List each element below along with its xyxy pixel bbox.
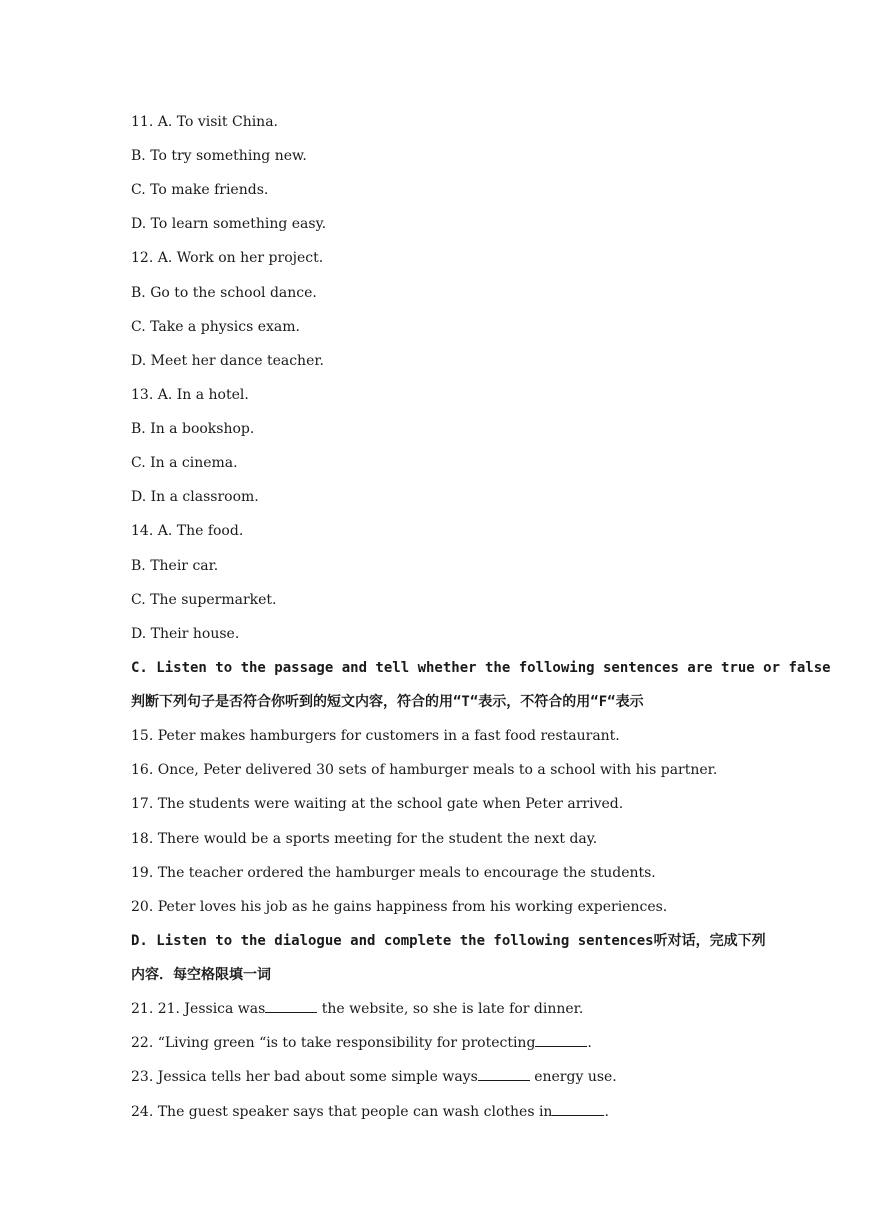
option-line: D. In a classroom. [131, 489, 259, 505]
option-line: 11. A. To visit China. [131, 114, 278, 130]
fill-blank-item [131, 1100, 771, 1124]
fill-blank-text: 24. The guest speaker says that people can wash clothes in [131, 1104, 553, 1120]
fill-blank-text: 23. Jessica tells her bad about some simple ways [131, 1069, 478, 1085]
option-line: D. Meet her dance teacher. [131, 353, 324, 369]
statement-item: 20. Peter loves his job as he gains happiness from his working experiences. [131, 899, 668, 915]
section-d-heading-line2: 内容．每空格限填一词 [131, 967, 271, 983]
fill-blank-text: 21. 21. Jessica was [131, 1001, 266, 1017]
section-d-heading-line1: D. Listen to the dialogue and complete the following sentences听对话，完成下列 [131, 933, 766, 949]
statement-item: 19. The teacher ordered the hamburger meals to encourage the students. [131, 865, 656, 881]
section-c-heading-en: C. Listen to the passage and tell whether the following sentences are true or false [131, 660, 831, 676]
fill-blank-text: 22. “Living green “is to take responsibility for protecting [131, 1035, 536, 1051]
statement-item: 16. Once, Peter delivered 30 sets of hamburger meals to a school with his partner. [131, 762, 718, 778]
answer-blank [552, 1101, 604, 1116]
statement-item: 17. The students were waiting at the school gate when Peter arrived. [131, 796, 624, 812]
option-line: B. To try something new. [131, 148, 307, 164]
option-line: C. Take a physics exam. [131, 319, 301, 335]
option-line: B. Go to the school dance. [131, 285, 317, 301]
answer-blank [265, 998, 317, 1013]
option-line: B. In a bookshop. [131, 421, 255, 437]
option-line: 12. A. Work on her project. [131, 250, 324, 266]
option-line: D. To learn something easy. [131, 216, 327, 232]
fill-blank-text: energy use. [529, 1069, 617, 1085]
section-c-heading-cn: 判断下列句子是否符合你听到的短文内容，符合的用“T“表示，不符合的用“F“表示 [131, 694, 644, 710]
fill-blank-text: the website, so she is late for dinner. [317, 1001, 584, 1017]
answer-blank [535, 1032, 587, 1047]
answer-blank [478, 1066, 530, 1081]
option-line: C. To make friends. [131, 182, 269, 198]
fill-blank-item [131, 1031, 771, 1055]
statement-item: 18. There would be a sports meeting for the student the next day. [131, 831, 598, 847]
statement-item: 15. Peter makes hamburgers for customers in a fast food restaurant. [131, 728, 620, 744]
option-line: C. In a cinema. [131, 455, 238, 471]
fill-blank-text: . [604, 1104, 609, 1120]
option-line: 13. A. In a hotel. [131, 387, 249, 403]
option-line: B. Their car. [131, 558, 219, 574]
fill-blank-item [131, 997, 771, 1021]
fill-blank-item [131, 1065, 771, 1089]
option-line: C. The supermarket. [131, 592, 277, 608]
fill-blank-text: . [587, 1035, 592, 1051]
option-line: 14. A. The food. [131, 523, 244, 539]
option-line: D. Their house. [131, 626, 240, 642]
